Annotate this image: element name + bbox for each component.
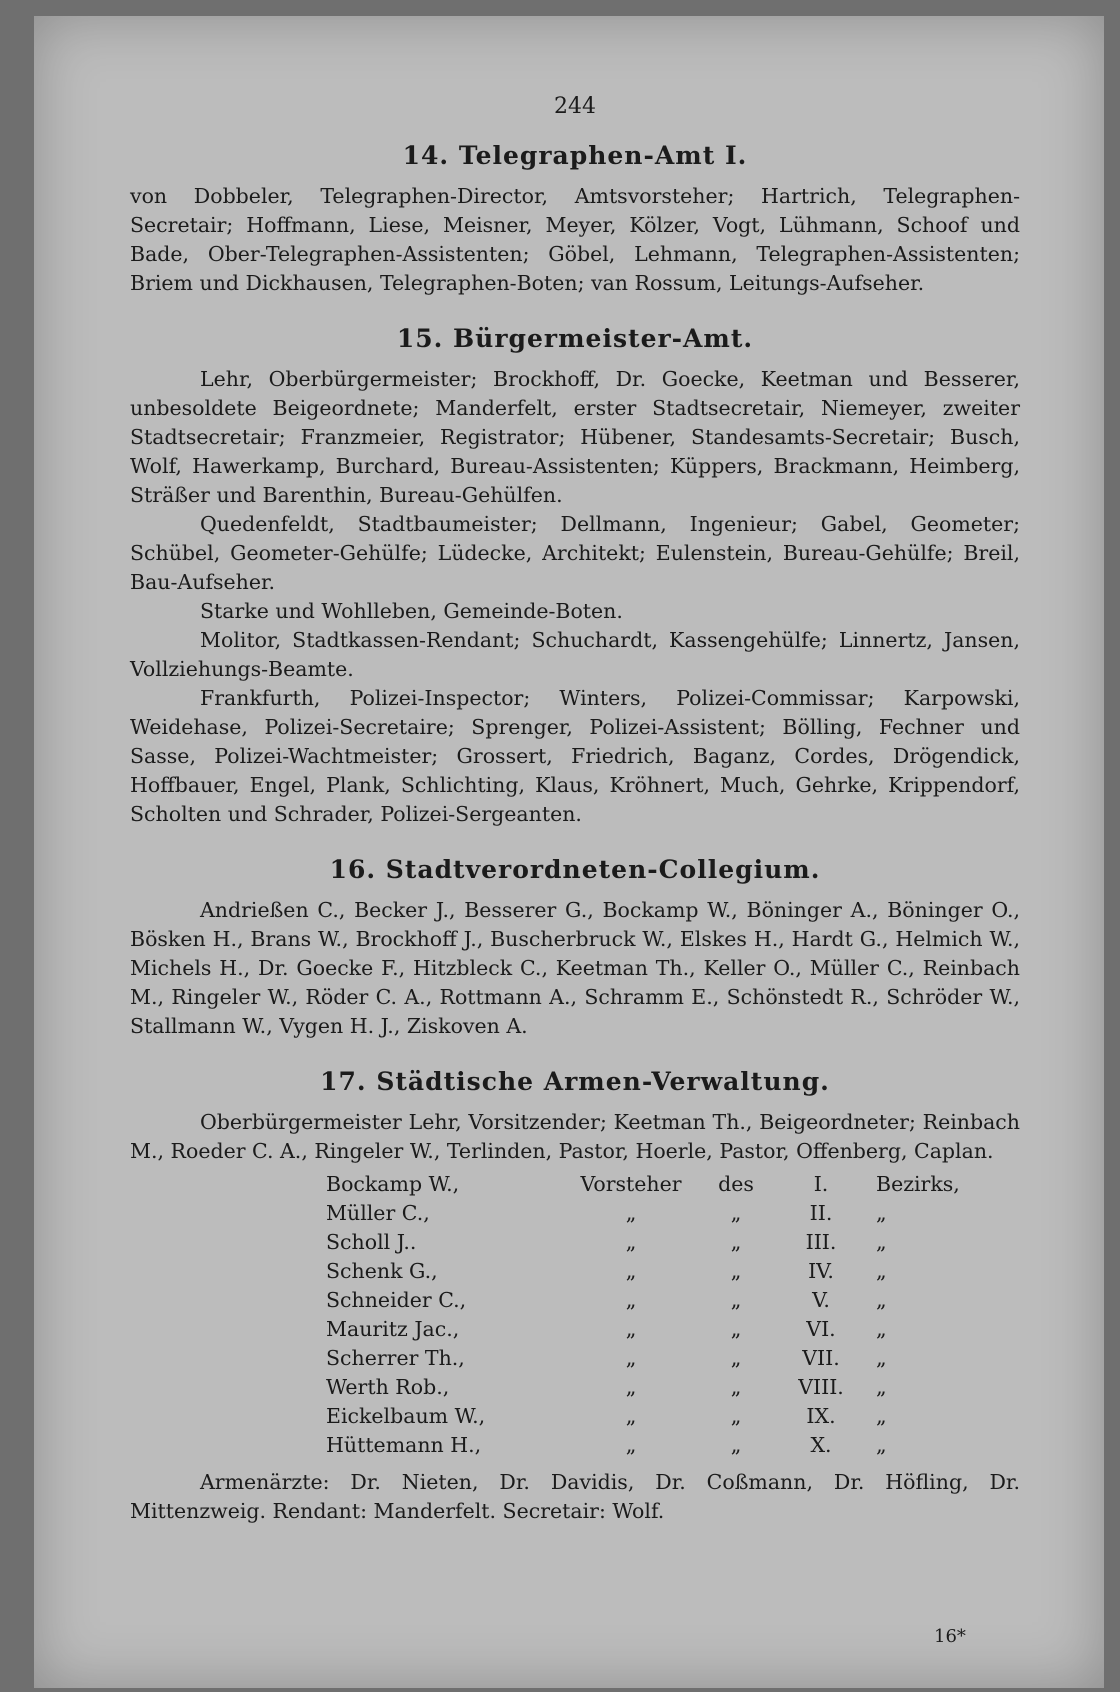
closing-paragraph: Armenärzte: Dr. Nieten, Dr. Davidis, Dr. Coßmann, Dr. Höfling, Dr. Mittenzweig. Rendant: Manderfelt. Secretair: Wolf. xyxy=(130,1470,1020,1523)
section-17-text: Oberbürgermeister Lehr, Vorsitzender; Keetman Th., Beigeordneter; Reinbach M., Roeder C. A., Ringeler W., Terlinden, Pastor, Hoerle, Pastor, Offenberg, Caplan. xyxy=(130,1110,1020,1163)
district-head-name: Schenk G., xyxy=(326,1259,438,1283)
district-number: III. xyxy=(805,1230,837,1254)
table-row xyxy=(326,1317,1016,1346)
district-number: IV. xyxy=(808,1259,834,1283)
district-role: „ xyxy=(625,1404,637,1428)
district-article: „ xyxy=(730,1201,742,1225)
district-number: VI. xyxy=(806,1317,836,1341)
district-suffix: „ xyxy=(876,1375,887,1399)
district-head-name: Eickelbaum W., xyxy=(326,1404,486,1428)
table-row xyxy=(326,1433,1016,1462)
section-15-paragraph: Quedenfeldt, Stadtbaumeister; Dellmann, Ingenieur; Gabel, Geometer; Schübel, Geometer-Gehülfe; Lüdecke, Architekt; Eulenstein, Bureau-Gehülfe; Breil, Bau-Aufseher. xyxy=(130,512,1020,594)
district-head-name: Schneider C., xyxy=(326,1288,467,1312)
district-head-name: Scholl J.. xyxy=(326,1230,417,1254)
district-head-name: Hüttemann H., xyxy=(326,1433,482,1457)
section-14-title: 14. Telegraphen-Amt I. xyxy=(402,141,748,170)
table-row xyxy=(326,1230,1016,1259)
section-15-paragraph: Starke und Wohlleben, Gemeinde-Boten. xyxy=(200,599,623,623)
section-15-title: 15. Bürgermeister-Amt. xyxy=(396,324,754,353)
district-number: V. xyxy=(812,1288,830,1312)
district-suffix: „ xyxy=(876,1230,887,1254)
district-role: „ xyxy=(625,1433,637,1457)
district-suffix: Bezirks, xyxy=(876,1172,960,1196)
district-number: IX. xyxy=(806,1404,836,1428)
page-content xyxy=(130,94,1020,1526)
district-suffix: „ xyxy=(876,1404,887,1428)
district-suffix: „ xyxy=(876,1317,887,1341)
district-role: „ xyxy=(625,1201,637,1225)
district-article: „ xyxy=(730,1375,742,1399)
district-role: „ xyxy=(625,1259,637,1283)
section-15-paragraph: Lehr, Oberbürgermeister; Brockhoff, Dr. Goecke, Keetman und Besserer, unbesoldete Beigeordnete; Manderfelt, erster Stadtsecretair, Niemeyer, zweiter Stadtsecretair; Franzmeier, Registrator; Hübener, Standesamts-Secretair; Busch, Wolf, Hawerkamp, Burchard, Bureau-Assistenten; Küppers, Brackmann, Heimberg, Sträßer und Barenthin, Bureau-Gehülfen. xyxy=(130,367,1020,507)
district-article: „ xyxy=(730,1317,742,1341)
section-17-title: 17. Städtische Armen-Verwaltung. xyxy=(320,1067,830,1096)
district-article: „ xyxy=(730,1433,742,1457)
district-number: VIII. xyxy=(798,1375,844,1399)
district-suffix: „ xyxy=(876,1433,887,1457)
district-article: „ xyxy=(730,1259,742,1283)
district-head-name: Mauritz Jac., xyxy=(326,1317,460,1341)
section-15-paragraph: Molitor, Stadtkassen-Rendant; Schuchardt, Kassengehülfe; Linnertz, Jansen, Vollziehungs-Beamte. xyxy=(130,628,1020,681)
district-suffix: „ xyxy=(876,1346,887,1370)
table-row xyxy=(326,1288,1016,1317)
table-row xyxy=(326,1201,1016,1230)
table-row xyxy=(326,1346,1016,1375)
district-head-name: Scherrer Th., xyxy=(326,1346,465,1370)
district-suffix: „ xyxy=(876,1288,887,1312)
signature-mark: 16* xyxy=(934,1626,966,1647)
section-14-text: von Dobbeler, Telegraphen-Director, Amtsvorsteher; Hartrich, Telegraphen-Secretair; Hoffmann, Liese, Meisner, Meyer, Kölzer, Vogt, Lühmann, Schoof und Bade, Ober-Telegraphen-Assistenten; Göbel, Lehmann, Telegraphen-Assistenten; Briem und Dickhausen, Telegraphen-Boten; van Rossum, Leitungs-Aufseher. xyxy=(130,184,1020,295)
district-number: I. xyxy=(813,1172,829,1196)
page-number: 244 xyxy=(554,94,596,119)
district-number: X. xyxy=(810,1433,832,1457)
district-role: „ xyxy=(625,1230,637,1254)
district-number: VII. xyxy=(802,1346,840,1370)
district-article: „ xyxy=(730,1404,742,1428)
district-article: des xyxy=(718,1172,754,1196)
district-head-name: Müller C., xyxy=(326,1201,430,1225)
district-head-name: Bockamp W., xyxy=(326,1172,460,1196)
district-role: „ xyxy=(625,1317,637,1341)
district-article: „ xyxy=(730,1288,742,1312)
section-15-paragraph: Frankfurth, Polizei-Inspector; Winters, Polizei-Commissar; Karpowski, Weidehase, Polizei-Secretaire; Sprenger, Polizei-Assistent; Bölling, Fechner und Sasse, Polizei-Wachtmeister; Grossert, Friedrich, Baganz, Cordes, Drögendick, Hoffbauer, Engel, Plank, Schlichting, Klaus, Kröhnert, Much, Gehrke, Krippendorf, Scholten und Schrader, Polizei-Sergeanten. xyxy=(130,686,1020,826)
district-head-name: Werth Rob., xyxy=(326,1375,450,1399)
district-role: „ xyxy=(625,1346,637,1370)
district-article: „ xyxy=(730,1230,742,1254)
district-number: II. xyxy=(809,1201,833,1225)
table-row xyxy=(326,1404,1016,1433)
district-role: „ xyxy=(625,1375,637,1399)
section-16-title: 16. Stadtverordneten-Collegium. xyxy=(329,855,821,884)
table-row xyxy=(326,1259,1016,1288)
document-page xyxy=(34,16,1104,1688)
district-suffix: „ xyxy=(876,1201,887,1225)
district-table xyxy=(326,1172,1016,1462)
district-article: „ xyxy=(730,1346,742,1370)
district-role: Vorsteher xyxy=(580,1172,682,1196)
district-suffix: „ xyxy=(876,1259,887,1283)
table-row xyxy=(326,1172,1016,1201)
district-role: „ xyxy=(625,1288,637,1312)
section-16-text: Andrießen C., Becker J., Besserer G., Bockamp W., Böninger A., Böninger O., Bösken H., Brans W., Brockhoff J., Buscherbruck W., Elskes H., Hardt G., Helmich W., Michels H., Dr. Goecke F., Hitzbleck C., Keetman Th., Keller O., Müller C., Reinbach M., Ringeler W., Röder C. A., Rottmann A., Schramm E., Schönstedt R., Schröder W., Stallmann W., Vygen H. J., Ziskoven A. xyxy=(130,898,1020,1038)
table-row xyxy=(326,1375,1016,1404)
